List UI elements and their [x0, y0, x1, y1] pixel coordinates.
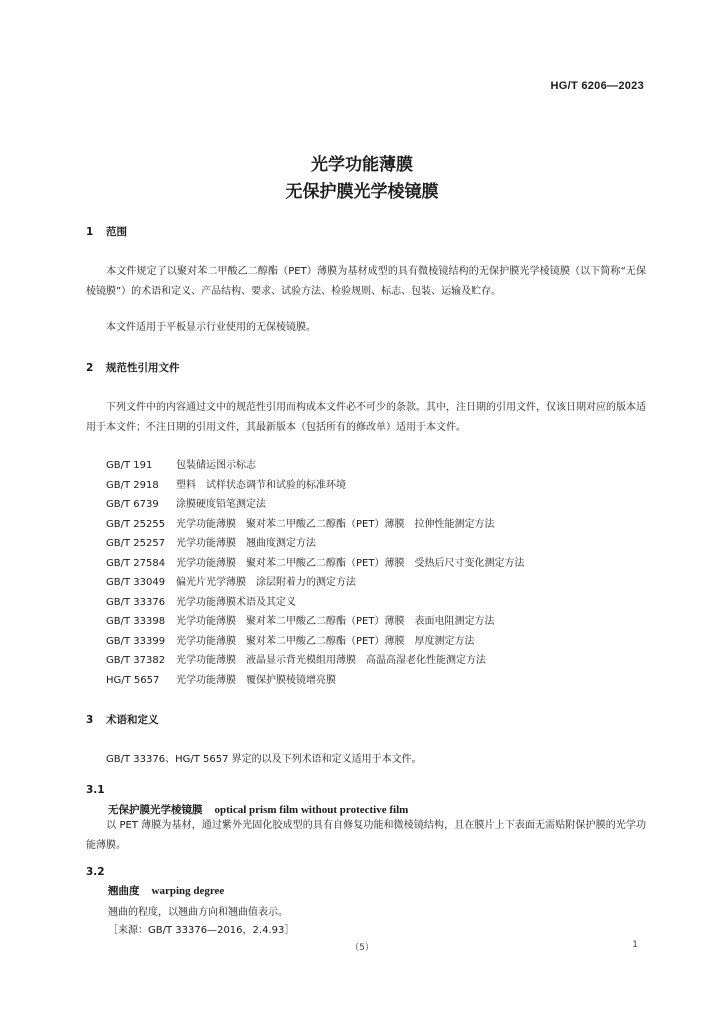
reference-item [106, 671, 666, 691]
term-chinese: 翘曲度 [108, 885, 140, 897]
reference-code: GB/T 2918 [106, 479, 159, 491]
reference-title: 偏光片光学薄膜 涂层附着力的测定方法 [176, 577, 356, 588]
reference-title: 塑料 试样状态调节和试验的标准环境 [176, 479, 346, 491]
reference-item [106, 515, 666, 535]
reference-code: GB/T 6739 [106, 499, 159, 510]
section-number: 3 [86, 714, 94, 726]
term-entry [108, 802, 408, 817]
scope-paragraph-2 [86, 318, 646, 338]
reference-title: 光学功能薄膜 翘曲度测定方法 [176, 538, 316, 549]
reference-code: GB/T 25255 [106, 518, 166, 530]
scope-text-2: 本文件适用于平板显示行业使用的无保棱镜膜。 [106, 322, 316, 333]
reference-code: GB/T 33398 [106, 616, 166, 627]
reference-title: 光学功能薄膜 聚对苯二甲酸乙二醇酯（PET）薄膜 厚度测定方法 [176, 635, 475, 647]
reference-item [106, 476, 666, 496]
reference-list [106, 456, 666, 690]
reference-code: GB/T 191 [106, 460, 153, 471]
reference-title: 光学功能薄膜 聚对苯二甲酸乙二醇酯（PET）薄膜 拉伸性能测定方法 [176, 518, 495, 530]
reference-code: GB/T 33376 [106, 596, 166, 608]
reference-item [106, 612, 666, 632]
term-english: warping degree [151, 885, 225, 897]
term-entry [108, 883, 224, 898]
reference-item [106, 495, 666, 515]
document-title-line1: 光学功能薄膜 [311, 155, 413, 175]
terms-intro: GB/T 33376、HG/T 5657 界定的以及下列术语和定义适用于本文件。 [106, 754, 422, 765]
section-number: 2 [86, 362, 94, 374]
section-heading-normative-references [86, 360, 180, 375]
references-intro-paragraph [86, 398, 646, 437]
reference-code: GB/T 27584 [106, 557, 166, 569]
reference-code: HG/T 5657 [106, 674, 160, 686]
reference-code: GB/T 33049 [106, 577, 166, 588]
references-intro-text: 下列文件中的内容通过文中的规范性引用而构成本文件必不可少的条款。其中，注日期的引用文件，仅该日期对应的版本适用于本文件；不注日期的引用文件，其最新版本（包括所有的修改单）适用于本文件。 [86, 402, 646, 433]
section-title: 范围 [106, 226, 127, 238]
scope-paragraph-1 [86, 262, 646, 301]
term-chinese: 无保护膜光学棱镜膜 [108, 804, 203, 816]
reference-title: 光学功能薄膜 聚对苯二甲酸乙二醇酯（PET）薄膜 表面电阻测定方法 [176, 616, 495, 627]
term-english: optical prism film without protective film [214, 804, 409, 816]
reference-title: 光学功能薄膜 覆保护膜棱镜增亮膜 [176, 674, 336, 686]
standard-number: HG/T 6206—2023 [550, 80, 644, 92]
reference-code: GB/T 33399 [106, 635, 166, 647]
reference-item [106, 632, 666, 652]
scope-text-1: 本文件规定了以聚对苯二甲酸乙二醇酯（PET）薄膜为基材成型的具有微棱镜结构的无保护膜光学棱镜膜（以下简称“无保棱镜膜”）的术语和定义、产品结构、要求、试验方法、检验规则、标志、包装、运输及贮存。 [86, 266, 646, 297]
reference-title: 光学功能薄膜术语及其定义 [176, 596, 296, 608]
section-number: 1 [86, 226, 94, 238]
clause-number: 3.2 [86, 866, 105, 878]
reference-item [106, 554, 666, 574]
document-title-line2: 无保护膜光学棱镜膜 [285, 182, 439, 202]
reference-title: 包装储运图示标志 [176, 460, 256, 471]
reference-item [106, 456, 666, 476]
reference-item [106, 573, 666, 593]
section-heading-terms [86, 712, 159, 727]
reference-code: GB/T 37382 [106, 655, 166, 666]
reference-title: 光学功能薄膜 液晶显示背光模组用薄膜 高温高湿老化性能测定方法 [176, 655, 486, 666]
page-number: 1 [632, 940, 638, 950]
reference-title: 涂膜硬度铅笔测定法 [176, 499, 266, 510]
term-definition: 翘曲的程度，以翘曲方向和翘曲值表示。 [108, 907, 288, 918]
reference-title: 光学功能薄膜 聚对苯二甲酸乙二醇酯（PET）薄膜 受热后尺寸变化测定方法 [176, 557, 525, 569]
reference-item [106, 534, 666, 554]
reference-item [106, 593, 666, 613]
reference-item [106, 651, 666, 671]
section-heading-scope [86, 224, 127, 239]
reference-code: GB/T 25257 [106, 538, 166, 549]
section-title: 术语和定义 [106, 714, 159, 726]
section-title: 规范性引用文件 [106, 362, 180, 374]
term-definition [86, 816, 646, 855]
term-definition-text: 以 PET 薄膜为基材，通过紫外光固化胶成型的具有自修复功能和微棱镜结构，且在膜片上下表面无需贴附保护膜的光学功能薄膜。 [86, 820, 646, 851]
clause-number: 3.1 [86, 784, 105, 796]
footer-sequence: （5） [350, 943, 374, 953]
term-source: ［来源：GB/T 33376—2016，2.4.93］ [108, 925, 295, 936]
